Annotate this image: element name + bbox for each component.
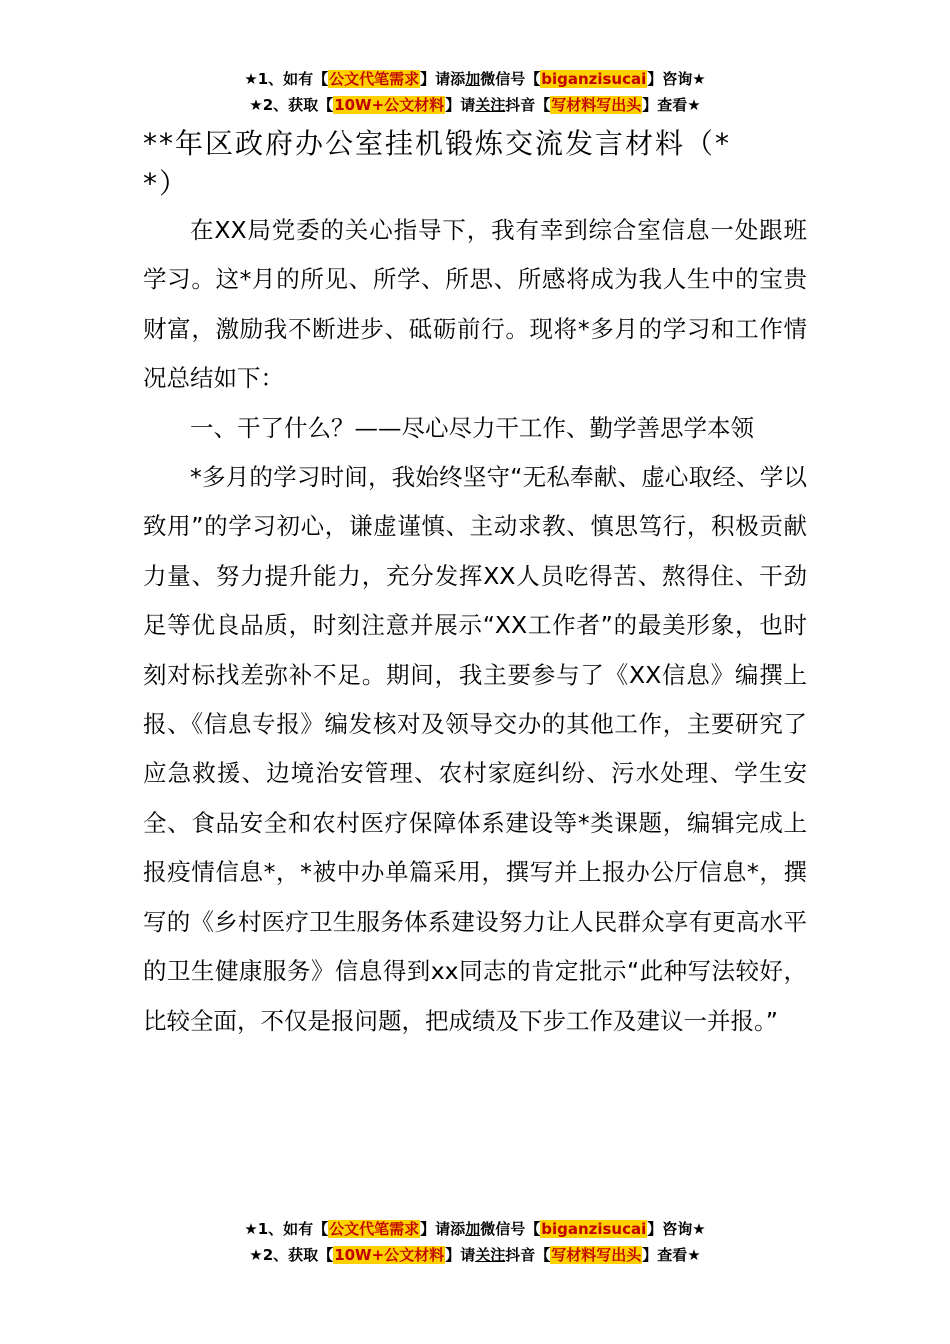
promo-underlined-text: 关注	[475, 96, 506, 114]
promo-text: 】请	[445, 1246, 476, 1264]
promo-text: 微信号【	[480, 1220, 541, 1238]
intro-paragraph: 在XX局党委的关心指导下，我有幸到综合室信息一处跟班学习。这*月的所见、所学、所思、所感将成为我人生中的宝贵财富，激励我不断进步、砥砺前行。现将*多月的学习和工作情况总结如下：	[143, 216, 807, 393]
promo-text: 】查看★	[642, 96, 701, 114]
footer-promo-line-1	[0, 1216, 950, 1242]
promo-text: ★2、获取【	[249, 1246, 334, 1264]
document-title-line-1: **年区政府办公室挂机锻炼交流发言材料（*	[143, 127, 732, 160]
promo-text: 抖音【	[505, 96, 551, 114]
header-promo-line-1	[0, 66, 950, 92]
section-heading-1: 一、干了什么？——尽心尽力干工作、勤学善思学本领	[190, 413, 754, 442]
promo-text: 】请添	[420, 1220, 466, 1238]
body-paragraph: *多月的学习时间，我始终坚守“无私奉献、虚心取经、学以致用”的学习初心，谦虚谨慎、主动求教、慎思笃行，积极贡献力量、努力提升能力，充分发挥XX人员吃得苦、熬得住、干劲足等优良品质，时刻注意并展示“XX工作者”的最美形象，也时刻对标找差弥补不足。期间，我主要参与了《XX信息》编撰上报、《信息专报》编发核对及领导交办的其他工作，主要研究了应急救援、边境治安管理、农村家庭纠纷、污水处理、学生安全、食品安全和农村医疗保障体系建设等*类课题，编辑完成上报疫情信息*，*被中办单篇采用，撰写并上报办公厅信息*，撰写的《乡村医疗卫生服务体系建设努力让人民群众享有更高水平的卫生健康服务》信息得到xx同志的肯定批示“此种写法较好，比较全面，不仅是报问题，把成绩及下步工作及建议一并报。”	[143, 463, 807, 1035]
promo-underlined-text: 加	[465, 70, 481, 88]
promo-text: 】请添	[420, 70, 466, 88]
promo-text: 】咨询★	[647, 70, 706, 88]
promo-highlight-materials: 10W+公文材料	[334, 96, 445, 114]
promo-highlight-service: 公文代笔需求	[329, 70, 420, 88]
header-promo-banner	[0, 66, 950, 118]
promo-text: ★1、如有【	[244, 70, 329, 88]
promo-highlight-materials: 10W+公文材料	[334, 1246, 445, 1264]
document-title	[143, 124, 807, 204]
promo-underlined-text: 关注	[475, 1246, 506, 1264]
promo-underlined-text: 加	[465, 1220, 481, 1238]
document-title-line-2: *）	[143, 167, 190, 200]
footer-promo-banner	[0, 1216, 950, 1268]
promo-highlight-douyin-id: 写材料写出头	[551, 96, 642, 114]
promo-highlight-wechat-id: biganzisucai	[541, 1220, 647, 1238]
promo-text: 微信号【	[480, 70, 541, 88]
promo-text: 】查看★	[642, 1246, 701, 1264]
document-body	[143, 124, 807, 1046]
promo-text: 】请	[445, 96, 476, 114]
promo-text: 抖音【	[505, 1246, 551, 1264]
promo-text: ★1、如有【	[244, 1220, 329, 1238]
footer-promo-line-2	[0, 1242, 950, 1268]
promo-highlight-douyin-id: 写材料写出头	[551, 1246, 642, 1264]
promo-text: 】咨询★	[647, 1220, 706, 1238]
promo-highlight-service: 公文代笔需求	[329, 1220, 420, 1238]
promo-highlight-wechat-id: biganzisucai	[541, 70, 647, 88]
promo-text: ★2、获取【	[249, 96, 334, 114]
header-promo-line-2	[0, 92, 950, 118]
